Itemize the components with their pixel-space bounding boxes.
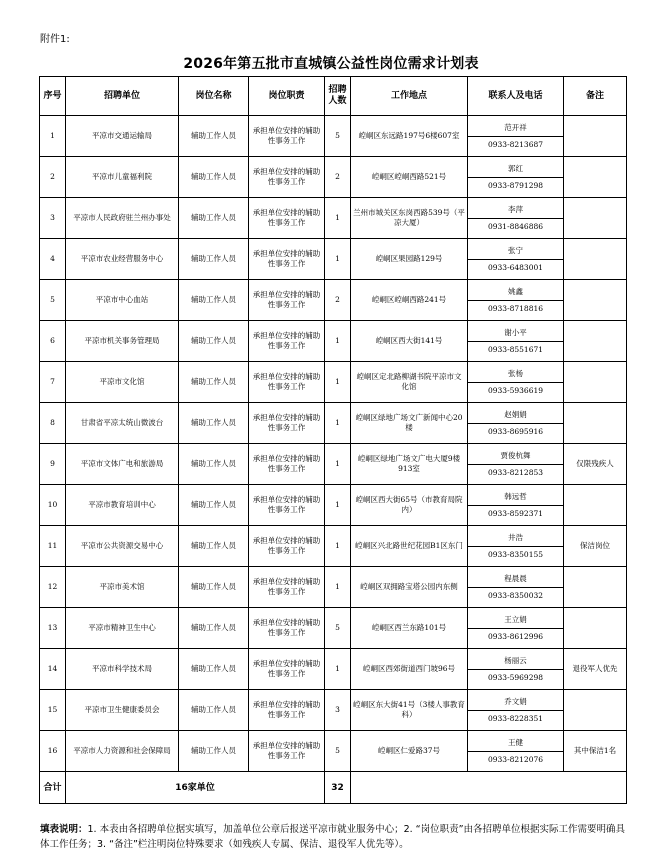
header-position: 岗位名称: [179, 77, 249, 116]
row-position: 辅助工作人员: [179, 444, 249, 485]
total-empty: [351, 772, 627, 804]
contact-divider: [468, 136, 563, 137]
recruitment-plan-table: [39, 76, 627, 804]
row-contact: [468, 444, 564, 485]
table-row: [40, 485, 627, 526]
row-no: 9: [40, 444, 66, 485]
row-duty: 承担单位安排的辅助性事务工作: [249, 649, 325, 690]
table-header-row: [40, 77, 627, 116]
row-count: 5: [325, 116, 351, 157]
total-label: 合计: [40, 772, 66, 804]
table-row: [40, 567, 627, 608]
contact-person: 贾俊杭舞: [500, 450, 531, 460]
row-position: 辅助工作人员: [179, 731, 249, 772]
row-count: 2: [325, 157, 351, 198]
row-remark: [564, 157, 627, 198]
row-count: 2: [325, 280, 351, 321]
row-remark: [564, 239, 627, 280]
contact-phone: 0933-8592371: [487, 508, 544, 518]
row-location: 崆峒区绿地广场文广电大厦9楼913室: [351, 444, 468, 485]
contact-divider: [468, 587, 563, 588]
row-position: 辅助工作人员: [179, 116, 249, 157]
row-unit: 平凉市精神卫生中心: [66, 608, 179, 649]
contact-phone: 0933-5936619: [487, 385, 544, 395]
contact-phone: 0933-8228351: [487, 713, 544, 723]
row-location: 崆峒区西大街141号: [351, 321, 468, 362]
row-duty: 承担单位安排的辅助性事务工作: [249, 608, 325, 649]
row-unit: 平凉市儿童福利院: [66, 157, 179, 198]
row-contact: [468, 403, 564, 444]
row-unit: 平凉市文化馆: [66, 362, 179, 403]
row-location: 崆峒区西大街65号（市教育局院内）: [351, 485, 468, 526]
row-count: 1: [325, 485, 351, 526]
header-remark: 备注: [564, 77, 627, 116]
row-position: 辅助工作人员: [179, 403, 249, 444]
row-location: 崆峒区果园路129号: [351, 239, 468, 280]
contact-person: 杨丽云: [504, 655, 527, 665]
contact-person: 王健: [508, 737, 523, 747]
contact-phone: 0933-8718816: [487, 303, 544, 313]
table-row: [40, 608, 627, 649]
row-duty: 承担单位安排的辅助性事务工作: [249, 362, 325, 403]
row-location: 崆峒区定北路柳湖书院平凉市文化馆: [351, 362, 468, 403]
row-contact: [468, 239, 564, 280]
total-count: 32: [325, 772, 351, 804]
row-position: 辅助工作人员: [179, 362, 249, 403]
row-count: 1: [325, 403, 351, 444]
document-title: 2026年第五批市直城镇公益性岗位需求计划表: [183, 56, 479, 72]
contact-phone: 0933-5969298: [487, 672, 544, 682]
row-contact: [468, 649, 564, 690]
row-remark: [564, 321, 627, 362]
row-remark: [564, 567, 627, 608]
contact-divider: [468, 218, 563, 219]
row-contact: [468, 116, 564, 157]
row-no: 12: [40, 567, 66, 608]
row-no: 2: [40, 157, 66, 198]
row-remark: [564, 485, 627, 526]
row-remark: [564, 280, 627, 321]
table-row: [40, 526, 627, 567]
row-location: 崆峒区东大街41号（3楼人事教育科）: [351, 690, 468, 731]
contact-person: 李萍: [508, 204, 523, 214]
contact-phone: 0933-8350032: [487, 590, 544, 600]
row-no: 6: [40, 321, 66, 362]
row-count: 1: [325, 198, 351, 239]
row-location: 崆峒区东远路197号6楼607室: [351, 116, 468, 157]
table-row: [40, 116, 627, 157]
table-row: [40, 239, 627, 280]
contact-person: 范开祥: [504, 122, 527, 132]
contact-person: 王立娟: [504, 614, 527, 624]
header-duty: 岗位职责: [249, 77, 325, 116]
row-location: 崆峒区双拥路宝塔公园内东侧: [351, 567, 468, 608]
row-position: 辅助工作人员: [179, 567, 249, 608]
row-duty: 承担单位安排的辅助性事务工作: [249, 239, 325, 280]
header-no: 序号: [40, 77, 66, 116]
row-position: 辅助工作人员: [179, 526, 249, 567]
row-unit: 平凉市科学技术局: [66, 649, 179, 690]
row-contact: [468, 526, 564, 567]
contact-person: 姚鑫: [508, 286, 523, 296]
row-count: 1: [325, 362, 351, 403]
contact-divider: [468, 546, 563, 547]
contact-divider: [468, 669, 563, 670]
row-duty: 承担单位安排的辅助性事务工作: [249, 116, 325, 157]
row-contact: [468, 485, 564, 526]
row-count: 1: [325, 526, 351, 567]
table-row: [40, 690, 627, 731]
row-contact: [468, 157, 564, 198]
row-remark: 退役军人优先: [564, 649, 627, 690]
row-duty: 承担单位安排的辅助性事务工作: [249, 731, 325, 772]
row-no: 4: [40, 239, 66, 280]
row-contact: [468, 731, 564, 772]
row-position: 辅助工作人员: [179, 485, 249, 526]
row-unit: 平凉市人民政府驻兰州办事处: [66, 198, 179, 239]
row-duty: 承担单位安排的辅助性事务工作: [249, 280, 325, 321]
table-row: [40, 649, 627, 690]
row-position: 辅助工作人员: [179, 690, 249, 731]
contact-phone: 0931-8846886: [487, 221, 544, 231]
contact-person: 井浩: [508, 532, 523, 542]
contact-phone: 0933-8212076: [487, 754, 544, 764]
contact-divider: [468, 423, 563, 424]
contact-phone: 0933-8551671: [487, 344, 544, 354]
contact-divider: [468, 300, 563, 301]
row-unit: 平凉市卫生健康委员会: [66, 690, 179, 731]
contact-divider: [468, 464, 563, 465]
row-unit: 平凉市中心血站: [66, 280, 179, 321]
contact-divider: [468, 710, 563, 711]
row-position: 辅助工作人员: [179, 239, 249, 280]
row-location: 崆峒区绿地广场文广新闻中心20楼: [351, 403, 468, 444]
row-count: 5: [325, 608, 351, 649]
row-remark: 仅限残疾人: [564, 444, 627, 485]
header-unit: 招聘单位: [66, 77, 179, 116]
row-contact: [468, 362, 564, 403]
row-no: 3: [40, 198, 66, 239]
row-no: 8: [40, 403, 66, 444]
contact-divider: [468, 382, 563, 383]
row-location: 崆峒区崆峒西路241号: [351, 280, 468, 321]
contact-divider: [468, 341, 563, 342]
header-contact: 联系人及电话: [468, 77, 564, 116]
row-position: 辅助工作人员: [179, 649, 249, 690]
row-location: 崆峒区西郊街道西门坡96号: [351, 649, 468, 690]
note-label: 填表说明：: [40, 824, 88, 835]
table-row: [40, 362, 627, 403]
row-count: 1: [325, 239, 351, 280]
row-remark: [564, 690, 627, 731]
row-no: 1: [40, 116, 66, 157]
row-unit: 平凉市教育培训中心: [66, 485, 179, 526]
row-no: 15: [40, 690, 66, 731]
row-no: 10: [40, 485, 66, 526]
contact-person: 谢小平: [504, 327, 527, 337]
row-no: 5: [40, 280, 66, 321]
row-count: 1: [325, 444, 351, 485]
row-position: 辅助工作人员: [179, 198, 249, 239]
row-no: 7: [40, 362, 66, 403]
row-unit: 甘肃省平凉太统山微波台: [66, 403, 179, 444]
row-position: 辅助工作人员: [179, 280, 249, 321]
contact-divider: [468, 505, 563, 506]
row-unit: 平凉市交通运输局: [66, 116, 179, 157]
total-row: [40, 772, 627, 804]
row-contact: [468, 567, 564, 608]
row-count: 1: [325, 567, 351, 608]
contact-phone: 0933-8212853: [487, 467, 544, 477]
header-count: 招聘人数: [325, 77, 351, 116]
contact-phone: 0933-8213687: [487, 139, 544, 149]
row-unit: 平凉市农业经营服务中心: [66, 239, 179, 280]
row-location: 崆峒区崆峒西路521号: [351, 157, 468, 198]
row-contact: [468, 321, 564, 362]
row-count: 5: [325, 731, 351, 772]
table-row: [40, 157, 627, 198]
row-location: 崆峒区西兰东路101号: [351, 608, 468, 649]
row-location: 兰州市城关区东岗西路539号（平凉大厦）: [351, 198, 468, 239]
contact-person: 张宁: [508, 245, 523, 255]
contact-phone: 0933-8695916: [487, 426, 544, 436]
row-count: 1: [325, 321, 351, 362]
table-row: [40, 444, 627, 485]
row-remark: 保洁岗位: [564, 526, 627, 567]
row-count: 1: [325, 649, 351, 690]
row-position: 辅助工作人员: [179, 321, 249, 362]
row-unit: 平凉市文体广电和旅游局: [66, 444, 179, 485]
row-duty: 承担单位安排的辅助性事务工作: [249, 526, 325, 567]
table-row: [40, 198, 627, 239]
row-remark: [564, 362, 627, 403]
contact-phone: 0933-8612996: [487, 631, 544, 641]
contact-phone: 0933-8350155: [487, 549, 544, 559]
row-duty: 承担单位安排的辅助性事务工作: [249, 690, 325, 731]
contact-divider: [468, 751, 563, 752]
total-units: 16家单位: [66, 772, 325, 804]
table-row: [40, 403, 627, 444]
contact-phone: 0933-8791298: [487, 180, 544, 190]
row-duty: 承担单位安排的辅助性事务工作: [249, 403, 325, 444]
row-unit: 平凉市美术馆: [66, 567, 179, 608]
row-no: 14: [40, 649, 66, 690]
row-duty: 承担单位安排的辅助性事务工作: [249, 198, 325, 239]
row-count: 3: [325, 690, 351, 731]
table-row: [40, 280, 627, 321]
row-contact: [468, 280, 564, 321]
contact-phone: 0933-6483001: [487, 262, 544, 272]
row-remark: [564, 198, 627, 239]
row-duty: 承担单位安排的辅助性事务工作: [249, 444, 325, 485]
row-duty: 承担单位安排的辅助性事务工作: [249, 485, 325, 526]
fill-instructions: [40, 822, 630, 852]
row-contact: [468, 690, 564, 731]
contact-person: 乔文娟: [504, 696, 527, 706]
table-row: [40, 321, 627, 362]
row-position: 辅助工作人员: [179, 157, 249, 198]
attachment-label: 附件1:: [40, 34, 70, 45]
row-duty: 承担单位安排的辅助性事务工作: [249, 321, 325, 362]
table-row: [40, 731, 627, 772]
row-position: 辅助工作人员: [179, 608, 249, 649]
contact-divider: [468, 628, 563, 629]
contact-divider: [468, 177, 563, 178]
header-location: 工作地点: [351, 77, 468, 116]
row-remark: [564, 116, 627, 157]
row-unit: 平凉市机关事务管理局: [66, 321, 179, 362]
row-location: 崆峒区兴北路世纪花园B1区东门: [351, 526, 468, 567]
contact-person: 张杨: [508, 368, 523, 378]
row-no: 11: [40, 526, 66, 567]
note-text: 1. 本表由各招聘单位据实填写，加盖单位公章后报送平凉市就业服务中心；2. “岗位职责”由各招聘单位根据实际工作需要明确具体工作任务；3. “备注”栏注明岗位特殊要求（如残疾人专属、保洁、退役军人优先等）。: [40, 824, 626, 850]
contact-person: 韩远哲: [504, 491, 527, 501]
row-location: 崆峒区仁爱路37号: [351, 731, 468, 772]
row-duty: 承担单位安排的辅助性事务工作: [249, 157, 325, 198]
row-unit: 平凉市人力资源和社会保障局: [66, 731, 179, 772]
row-no: 16: [40, 731, 66, 772]
contact-person: 程晨晨: [504, 573, 527, 583]
contact-person: 郭红: [508, 163, 523, 173]
row-duty: 承担单位安排的辅助性事务工作: [249, 567, 325, 608]
row-remark: [564, 608, 627, 649]
row-contact: [468, 198, 564, 239]
row-remark: [564, 403, 627, 444]
row-no: 13: [40, 608, 66, 649]
contact-person: 赵娟娟: [504, 409, 527, 419]
contact-divider: [468, 259, 563, 260]
row-unit: 平凉市公共资源交易中心: [66, 526, 179, 567]
row-contact: [468, 608, 564, 649]
row-remark: 其中保洁1名: [564, 731, 627, 772]
